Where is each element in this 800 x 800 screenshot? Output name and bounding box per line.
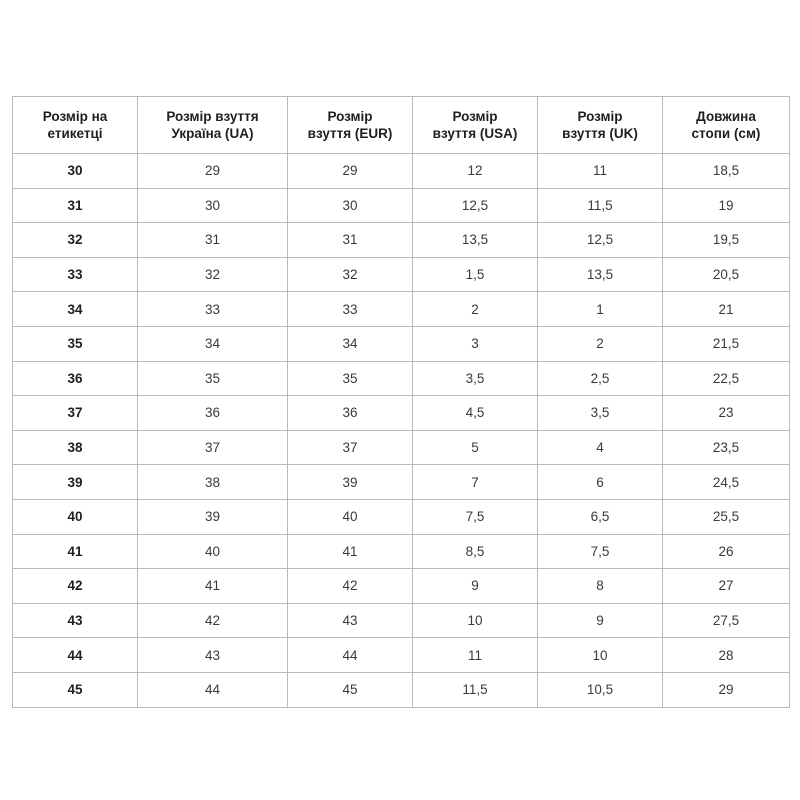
cell-ua-size: 39 <box>138 499 288 534</box>
cell-ua-size: 43 <box>138 638 288 673</box>
cell-usa-size: 3 <box>413 326 538 361</box>
cell-usa-size: 3,5 <box>413 361 538 396</box>
cell-foot-length: 20,5 <box>663 257 790 292</box>
cell-label-size: 33 <box>13 257 138 292</box>
table-row <box>13 223 790 258</box>
cell-label-size: 37 <box>13 396 138 431</box>
cell-foot-length: 19 <box>663 188 790 223</box>
column-header-line: Україна (UA) <box>171 126 254 141</box>
cell-label-size: 38 <box>13 430 138 465</box>
cell-usa-size: 9 <box>413 569 538 604</box>
cell-ua-size: 37 <box>138 430 288 465</box>
cell-uk-size: 11,5 <box>538 188 663 223</box>
cell-foot-length: 25,5 <box>663 499 790 534</box>
column-header-foot-length <box>663 97 790 154</box>
cell-usa-size: 12,5 <box>413 188 538 223</box>
table-row <box>13 672 790 707</box>
cell-label-size: 30 <box>13 154 138 189</box>
cell-usa-size: 7,5 <box>413 499 538 534</box>
cell-uk-size: 6 <box>538 465 663 500</box>
column-header-line: Розмір <box>327 109 373 124</box>
cell-ua-size: 30 <box>138 188 288 223</box>
column-header-line: взуття (USA) <box>432 126 518 141</box>
cell-eur-size: 34 <box>288 326 413 361</box>
table-body <box>13 154 790 708</box>
cell-eur-size: 40 <box>288 499 413 534</box>
cell-foot-length: 21,5 <box>663 326 790 361</box>
cell-ua-size: 40 <box>138 534 288 569</box>
cell-label-size: 43 <box>13 603 138 638</box>
column-header-line: взуття (EUR) <box>307 126 393 141</box>
cell-ua-size: 44 <box>138 672 288 707</box>
cell-usa-size: 10 <box>413 603 538 638</box>
cell-foot-length: 22,5 <box>663 361 790 396</box>
table-row <box>13 603 790 638</box>
cell-foot-length: 27 <box>663 569 790 604</box>
column-header-line: стопи (см) <box>691 126 761 141</box>
table-row <box>13 154 790 189</box>
cell-eur-size: 42 <box>288 569 413 604</box>
cell-eur-size: 43 <box>288 603 413 638</box>
cell-usa-size: 11,5 <box>413 672 538 707</box>
cell-ua-size: 35 <box>138 361 288 396</box>
table-row <box>13 292 790 327</box>
cell-usa-size: 2 <box>413 292 538 327</box>
cell-uk-size: 6,5 <box>538 499 663 534</box>
cell-label-size: 35 <box>13 326 138 361</box>
cell-label-size: 34 <box>13 292 138 327</box>
cell-label-size: 44 <box>13 638 138 673</box>
table-row <box>13 361 790 396</box>
cell-ua-size: 36 <box>138 396 288 431</box>
cell-eur-size: 32 <box>288 257 413 292</box>
cell-ua-size: 32 <box>138 257 288 292</box>
table-row <box>13 499 790 534</box>
table-row <box>13 569 790 604</box>
cell-eur-size: 35 <box>288 361 413 396</box>
column-header-line: Розмір <box>577 109 623 124</box>
cell-label-size: 36 <box>13 361 138 396</box>
cell-eur-size: 44 <box>288 638 413 673</box>
cell-label-size: 32 <box>13 223 138 258</box>
cell-label-size: 41 <box>13 534 138 569</box>
cell-foot-length: 24,5 <box>663 465 790 500</box>
cell-usa-size: 7 <box>413 465 538 500</box>
column-header-line: взуття (UK) <box>562 126 638 141</box>
cell-uk-size: 2 <box>538 326 663 361</box>
cell-ua-size: 38 <box>138 465 288 500</box>
cell-usa-size: 11 <box>413 638 538 673</box>
cell-usa-size: 12 <box>413 154 538 189</box>
size-chart-table <box>12 96 790 708</box>
column-header-line: Довжина <box>696 109 756 124</box>
column-header-line: етикетці <box>47 126 103 141</box>
column-header-line: Розмір на <box>42 109 108 124</box>
table-row <box>13 188 790 223</box>
cell-eur-size: 33 <box>288 292 413 327</box>
cell-usa-size: 8,5 <box>413 534 538 569</box>
header-row <box>13 97 790 154</box>
cell-foot-length: 23,5 <box>663 430 790 465</box>
cell-foot-length: 23 <box>663 396 790 431</box>
cell-uk-size: 11 <box>538 154 663 189</box>
table-row <box>13 396 790 431</box>
table-header <box>13 97 790 154</box>
cell-ua-size: 29 <box>138 154 288 189</box>
table-row <box>13 534 790 569</box>
table-row <box>13 326 790 361</box>
cell-uk-size: 8 <box>538 569 663 604</box>
table-row <box>13 638 790 673</box>
cell-uk-size: 13,5 <box>538 257 663 292</box>
cell-eur-size: 39 <box>288 465 413 500</box>
column-header-line: Розмір <box>452 109 498 124</box>
cell-uk-size: 12,5 <box>538 223 663 258</box>
cell-ua-size: 41 <box>138 569 288 604</box>
cell-label-size: 45 <box>13 672 138 707</box>
table-row <box>13 257 790 292</box>
column-header-usa-size <box>413 97 538 154</box>
cell-usa-size: 13,5 <box>413 223 538 258</box>
cell-uk-size: 7,5 <box>538 534 663 569</box>
cell-eur-size: 45 <box>288 672 413 707</box>
cell-uk-size: 4 <box>538 430 663 465</box>
cell-foot-length: 26 <box>663 534 790 569</box>
table-row <box>13 465 790 500</box>
column-header-line: Розмір взуття <box>166 109 259 124</box>
cell-ua-size: 34 <box>138 326 288 361</box>
cell-label-size: 31 <box>13 188 138 223</box>
cell-uk-size: 2,5 <box>538 361 663 396</box>
cell-ua-size: 33 <box>138 292 288 327</box>
cell-eur-size: 37 <box>288 430 413 465</box>
table-row <box>13 430 790 465</box>
cell-usa-size: 4,5 <box>413 396 538 431</box>
column-header-uk-size <box>538 97 663 154</box>
cell-foot-length: 18,5 <box>663 154 790 189</box>
cell-uk-size: 10,5 <box>538 672 663 707</box>
cell-eur-size: 41 <box>288 534 413 569</box>
column-header-eur-size <box>288 97 413 154</box>
cell-eur-size: 30 <box>288 188 413 223</box>
cell-label-size: 39 <box>13 465 138 500</box>
cell-eur-size: 31 <box>288 223 413 258</box>
cell-uk-size: 10 <box>538 638 663 673</box>
cell-usa-size: 5 <box>413 430 538 465</box>
cell-eur-size: 29 <box>288 154 413 189</box>
cell-foot-length: 27,5 <box>663 603 790 638</box>
cell-foot-length: 19,5 <box>663 223 790 258</box>
cell-ua-size: 31 <box>138 223 288 258</box>
column-header-label-size <box>13 97 138 154</box>
cell-usa-size: 1,5 <box>413 257 538 292</box>
cell-foot-length: 21 <box>663 292 790 327</box>
cell-label-size: 40 <box>13 499 138 534</box>
cell-ua-size: 42 <box>138 603 288 638</box>
cell-label-size: 42 <box>13 569 138 604</box>
cell-uk-size: 3,5 <box>538 396 663 431</box>
cell-eur-size: 36 <box>288 396 413 431</box>
column-header-ua-size <box>138 97 288 154</box>
cell-foot-length: 28 <box>663 638 790 673</box>
cell-foot-length: 29 <box>663 672 790 707</box>
cell-uk-size: 1 <box>538 292 663 327</box>
cell-uk-size: 9 <box>538 603 663 638</box>
